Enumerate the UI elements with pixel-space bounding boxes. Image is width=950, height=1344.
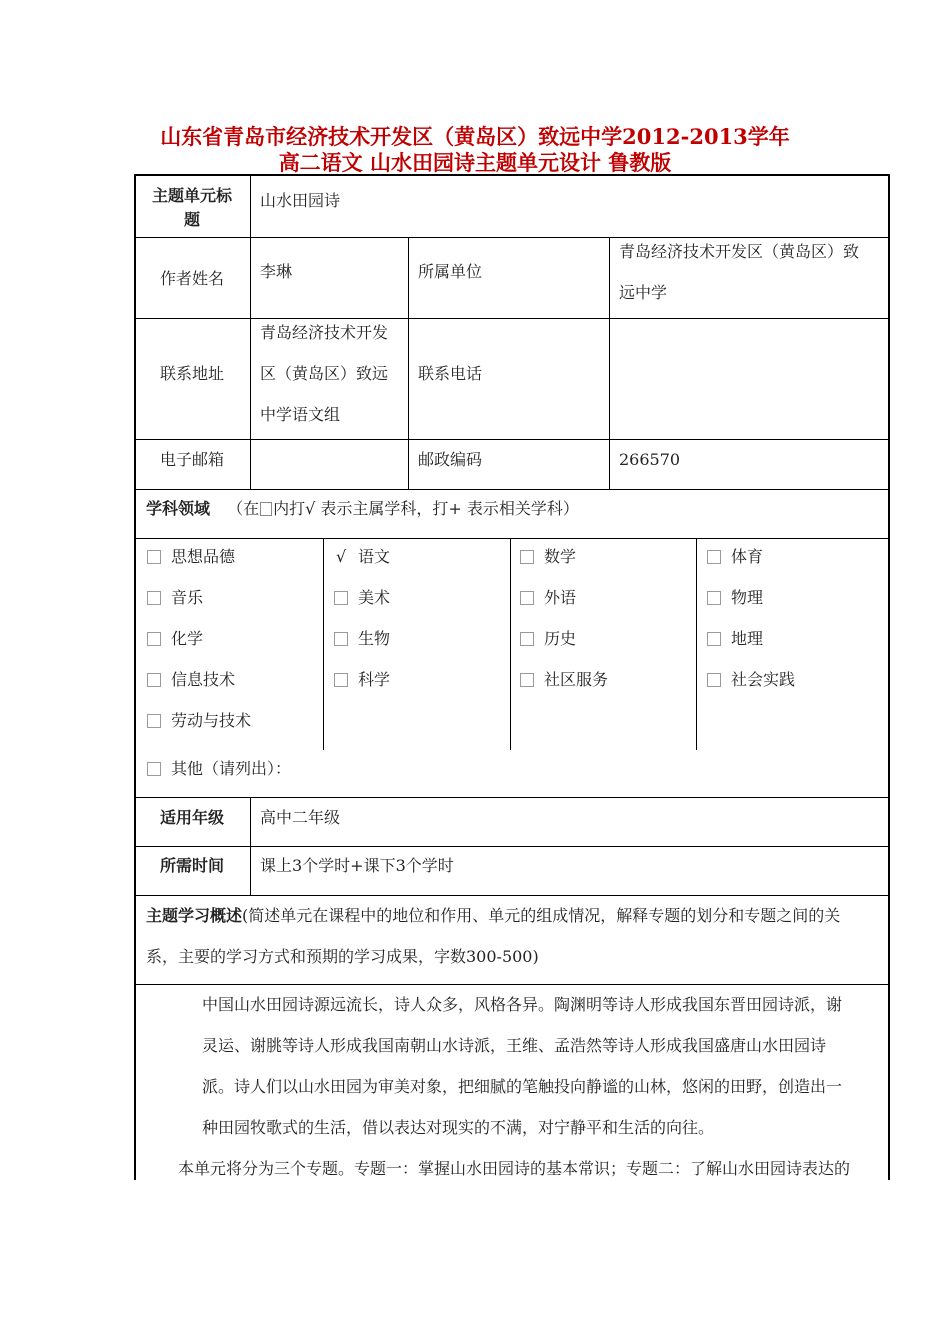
check-mark-icon: √ (336, 547, 347, 566)
overview-note-line-2: 系，主要的学习方式和预期的学习成果，字数300-500) (146, 947, 539, 966)
unit-value-line-2: 远中学 (619, 283, 668, 302)
checkbox-geography[interactable] (707, 632, 721, 646)
address-value-line-3: 中学语文组 (260, 405, 341, 424)
overview-paragraph-line-3: 派。诗人们以山水田园为审美对象，把细腻的笔触投向静谧的山林，悠闲的田野，创造出一 (202, 1077, 843, 1096)
overview-header-line-1 (146, 906, 840, 926)
address-value-line-2: 区（黄岛区）致远 (260, 364, 389, 383)
checkbox-history[interactable] (520, 632, 534, 646)
checkbox-foreign-language[interactable] (520, 591, 534, 605)
subject-note-prefix: （在 (227, 499, 260, 518)
document-title-line-1: 山东省青岛市经济技术开发区（黄岛区）致远中学2012-2013学年 (160, 124, 790, 149)
checkbox-science[interactable] (334, 673, 348, 687)
checkbox-chemistry[interactable] (147, 632, 161, 646)
subject-area-header (146, 499, 579, 519)
postcode-label: 邮政编码 (418, 450, 483, 469)
checkbox-math[interactable] (520, 550, 534, 564)
postcode-value: 266570 (619, 450, 681, 469)
subject-note: 内打√ 表示主属学科，打+ 表示相关学科） (273, 499, 579, 518)
subject-ideology: 思想品德 (171, 547, 236, 566)
subject-labor: 劳动与技术 (171, 711, 252, 730)
time-value: 课上3个学时+课下3个学时 (260, 856, 454, 875)
checkbox-sample-icon (260, 502, 272, 516)
checkbox-community-service[interactable] (520, 673, 534, 687)
checkbox-physics[interactable] (707, 591, 721, 605)
subject-social-practice: 社会实践 (731, 670, 796, 689)
topic-label: 主题单元标 (152, 186, 233, 205)
subject-physics: 物理 (731, 588, 764, 607)
checkbox-pe[interactable] (707, 550, 721, 564)
subject-art: 美术 (358, 588, 391, 607)
overview-label: 主题学习概述 (146, 906, 243, 925)
author-label: 作者姓名 (160, 269, 225, 288)
time-label: 所需时间 (160, 856, 225, 875)
subject-music: 音乐 (171, 588, 204, 607)
phone-label: 联系电话 (418, 364, 483, 383)
checkbox-social-practice[interactable] (707, 673, 721, 687)
subject-area-label: 学科领域 (146, 499, 211, 518)
overview-paragraph-2-line-1: 本单元将分为三个专题。专题一：掌握山水田园诗的基本常识；专题二：了解山水田园诗表达的 (178, 1159, 851, 1178)
subject-chinese: 语文 (358, 547, 391, 566)
checkbox-it[interactable] (147, 673, 161, 687)
checkbox-music[interactable] (147, 591, 161, 605)
overview-paragraph-line-1: 中国山水田园诗源远流长，诗人众多，风格各异。陶渊明等诗人形成我国东晋田园诗派，谢 (202, 995, 843, 1014)
overview-note-line-1: (简述单元在课程中的地位和作用、单元的组成情况，解释专题的划分和专题之间的关 (242, 906, 841, 925)
subject-pe: 体育 (731, 547, 764, 566)
checkbox-art[interactable] (334, 591, 348, 605)
subject-community-service: 社区服务 (544, 670, 609, 689)
email-label: 电子邮箱 (160, 450, 225, 469)
overview-paragraph-line-2: 灵运、谢朓等诗人形成我国南朝山水诗派，王维、孟浩然等诗人形成我国盛唐山水田园诗 (202, 1036, 827, 1055)
topic-label-2: 题 (184, 210, 201, 229)
unit-design-form (134, 174, 890, 1180)
subject-other: 其他（请列出）： (171, 759, 292, 778)
grade-label: 适用年级 (160, 808, 225, 827)
unit-label: 所属单位 (418, 262, 483, 281)
address-value-line-1: 青岛经济技术开发 (260, 323, 389, 342)
subject-biology: 生物 (358, 629, 391, 648)
subject-math: 数学 (544, 547, 577, 566)
checkbox-biology[interactable] (334, 632, 348, 646)
grade-value: 高中二年级 (260, 808, 341, 827)
unit-value-line-1: 青岛经济技术开发区（黄岛区）致 (619, 242, 860, 261)
checkbox-other[interactable] (147, 762, 161, 776)
subject-chemistry: 化学 (171, 629, 204, 648)
subject-foreign-language: 外语 (544, 588, 577, 607)
overview-paragraph-line-4: 种田园牧歌式的生活，借以表达对现实的不满，对宁静平和生活的向往。 (202, 1118, 715, 1137)
checkbox-ideology[interactable] (147, 550, 161, 564)
address-label: 联系地址 (160, 364, 225, 383)
document-title-line-2: 高二语文 山水田园诗主题单元设计 鲁教版 (278, 150, 672, 175)
topic-value: 山水田园诗 (260, 191, 341, 210)
subject-history: 历史 (544, 629, 577, 648)
author-value: 李琳 (260, 262, 293, 281)
subject-geography: 地理 (731, 629, 764, 648)
checkbox-labor[interactable] (147, 714, 161, 728)
subject-it: 信息技术 (171, 670, 236, 689)
subject-science: 科学 (358, 670, 391, 689)
